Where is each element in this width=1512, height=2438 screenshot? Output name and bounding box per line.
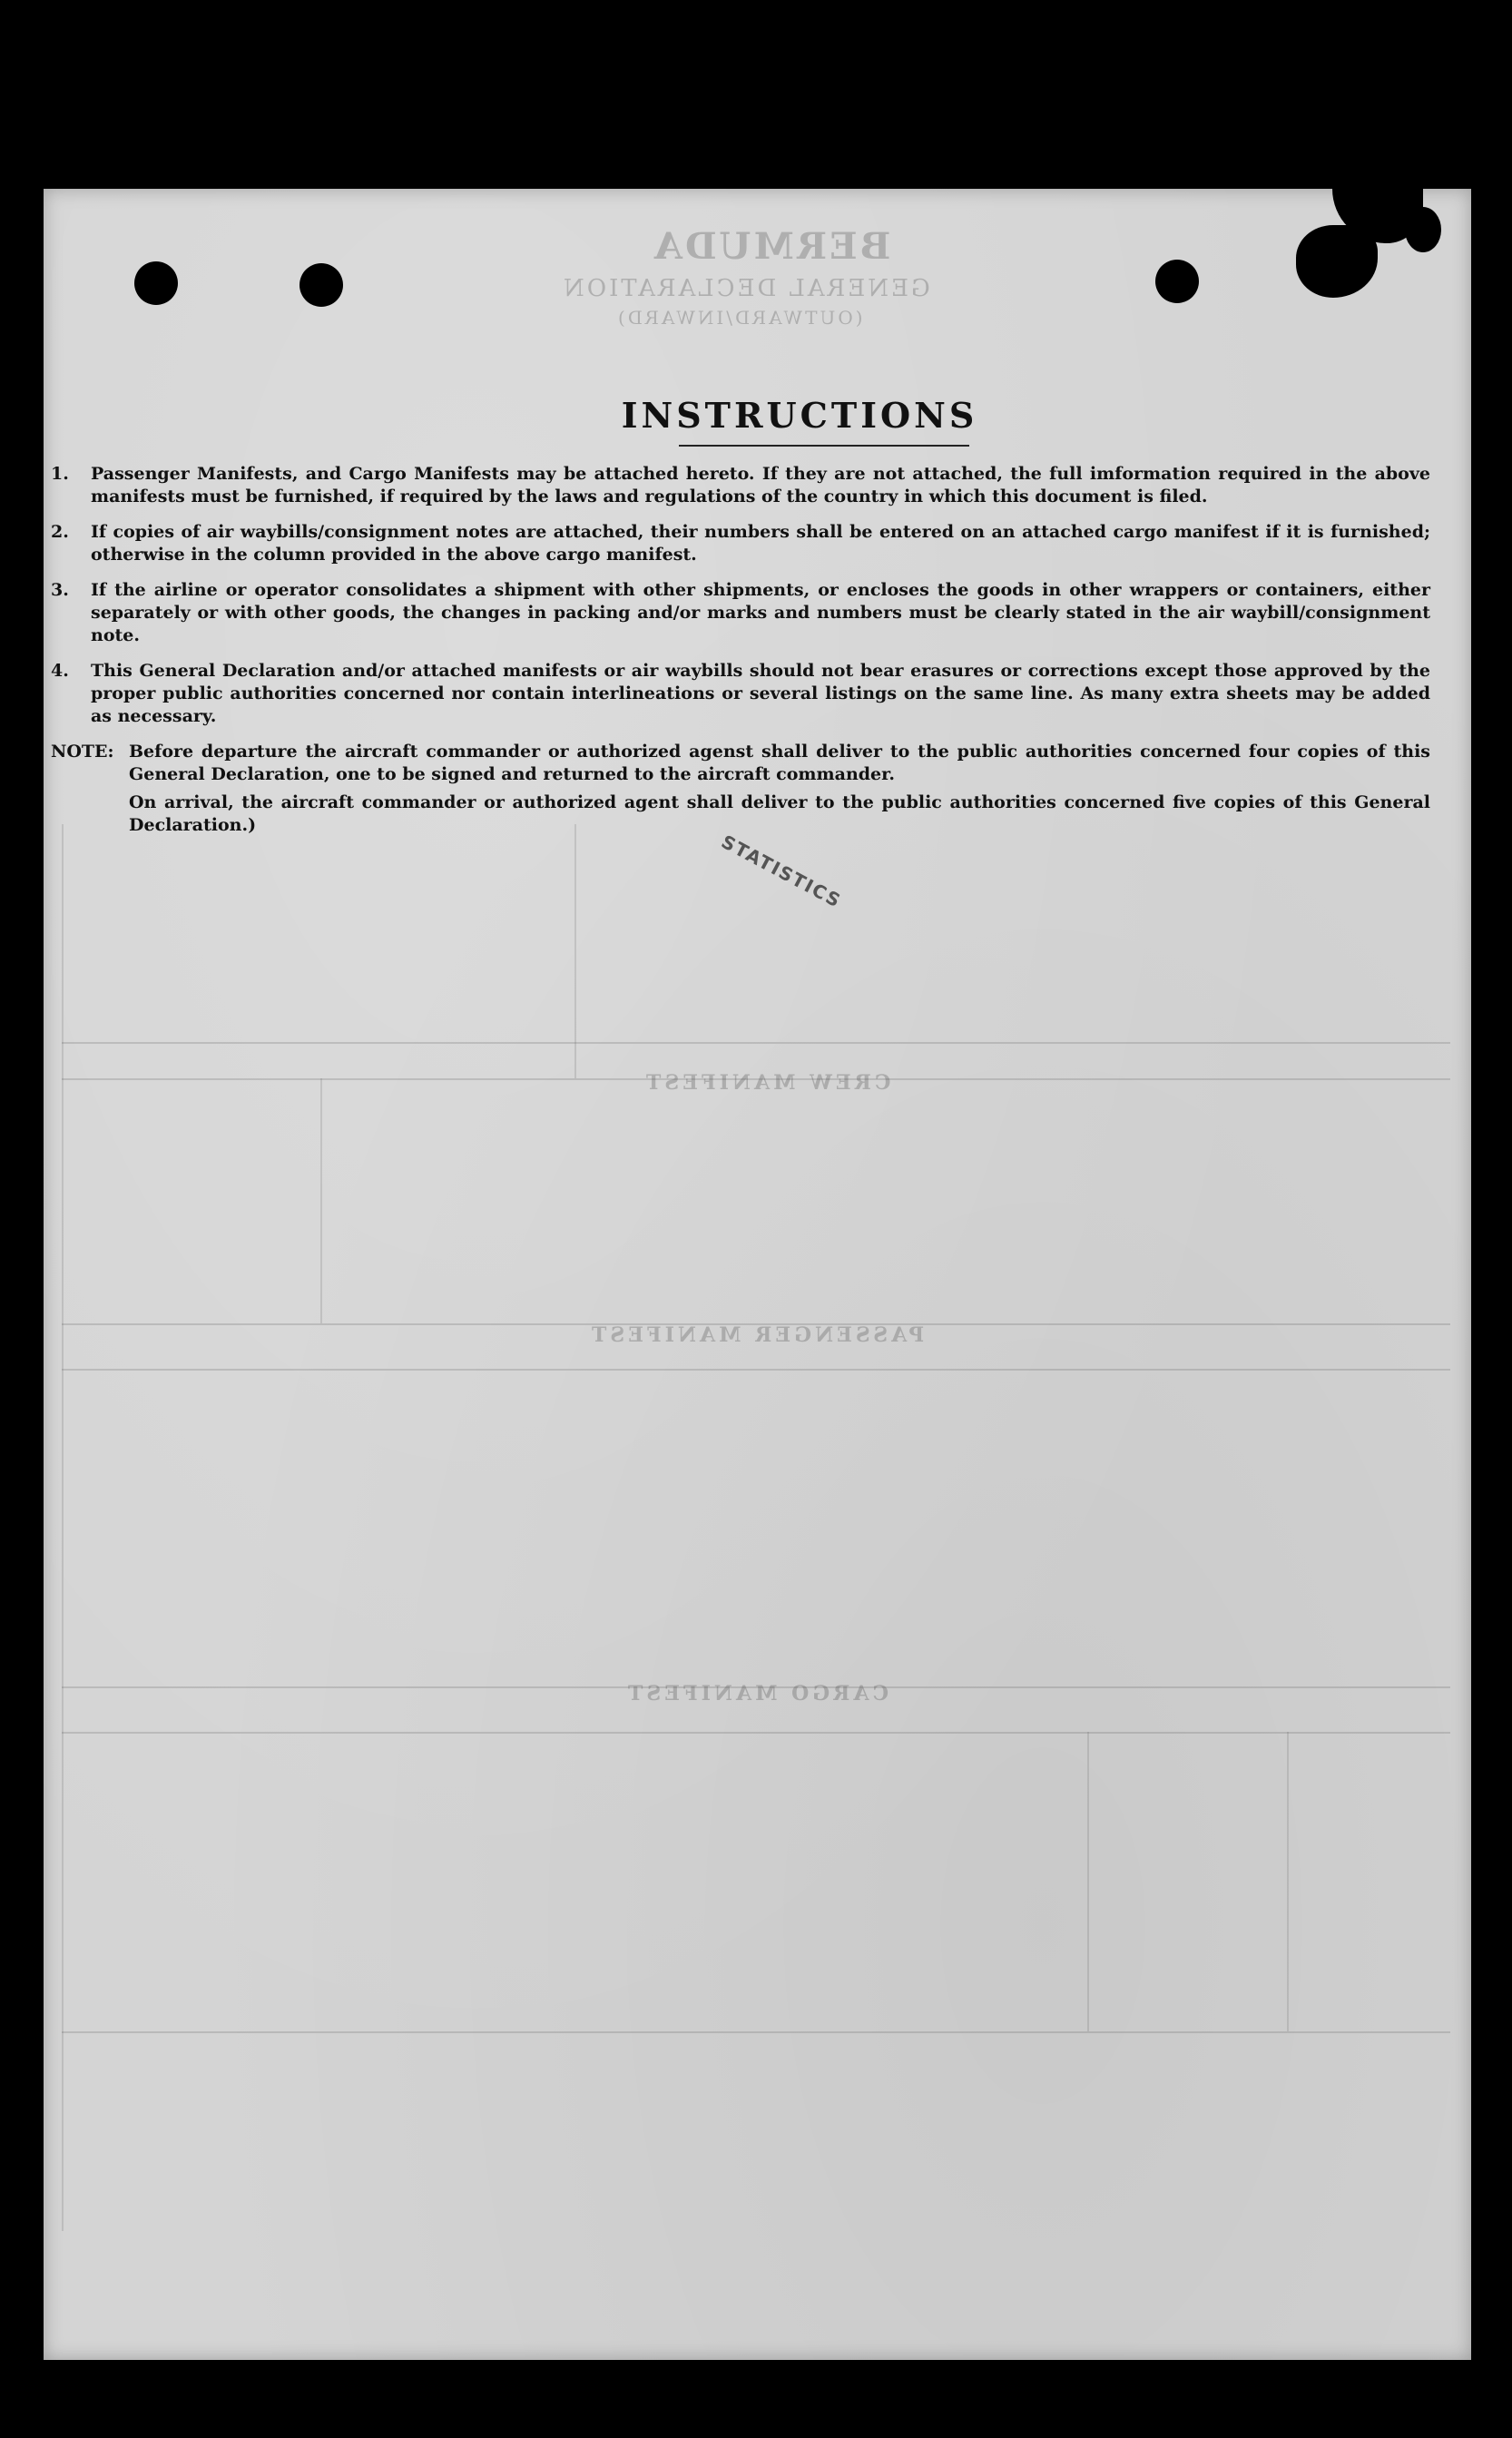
note-label: NOTE: [51, 742, 114, 762]
note-paragraph-1: Before departure the aircraft commander or authorized agenst shall deliver to the public authorities concerned four copies of this General Declaration, one to be signed and returned to the aircraft commander. [129, 742, 1430, 784]
show-through-subtitle-2: (OUTWARD/INWARD) [615, 307, 863, 329]
punch-hole-left-1 [134, 261, 178, 305]
show-through-vrule [320, 1078, 322, 1323]
show-through-subtitle: GENERAL DECLARATION [561, 275, 930, 302]
instruction-text: If copies of air waybills/consignment notes are attached, their numbers shall be entered on an attached cargo manifest if it is furnished; otherwise in the column provided in the above cargo manifest. [91, 522, 1430, 565]
show-through-crew-heading: CREW MANIFEST [643, 1071, 891, 1095]
instruction-item [51, 660, 1430, 728]
instruction-text: This General Declaration and/or attached manifests or air waybills should not bear erasures or corrections except those approved by the proper public authorities concerned nor contain interlineations or several listings on the same line. As many extra sheets may be added as necessary. [91, 661, 1430, 726]
show-through-title: BERMUDA [652, 225, 891, 268]
statistics-stamp: STATISTICS [717, 831, 846, 912]
punch-hole-right [1155, 260, 1199, 303]
show-through-cargo-heading: CARGO MANIFEST [624, 1682, 889, 1706]
torn-edge [1296, 225, 1378, 298]
title-underline [679, 445, 969, 447]
show-through-vrule [62, 824, 64, 2231]
show-through-rule [62, 1042, 1450, 1044]
instruction-item [51, 521, 1430, 566]
instructions-list [51, 463, 1430, 728]
punch-hole-left-2 [299, 263, 343, 307]
note-paragraph-2: On arrival, the aircraft commander or authorized agent shall deliver to the public authorities concerned five copies of this General Declaration.) [129, 792, 1430, 835]
show-through-vrule [574, 824, 576, 1078]
show-through-rule [62, 2031, 1450, 2033]
instruction-number: 3. [51, 580, 69, 600]
instructions-section [51, 395, 1430, 837]
show-through-vrule [1287, 1732, 1289, 2031]
instruction-text: Passenger Manifests, and Cargo Manifests may be attached hereto. If they are not attached, the full imformation required in the above manifests must be furnished, if required by the laws and regulations of the country in which this document is filed. [91, 464, 1430, 506]
instruction-text: If the airline or operator consolidates a shipment with other shipments, or encloses the goods in other wrappers or containers, either separately or with other goods, the changes in packing and/or marks and numbers must be clearly stated in the air waybill/consignment note. [91, 580, 1430, 645]
instruction-number: 2. [51, 522, 69, 542]
instruction-item [51, 579, 1430, 647]
instructions-title: INSTRUCTIONS [621, 395, 978, 436]
torn-edge-2 [1405, 207, 1441, 252]
note-block [51, 741, 1430, 837]
instruction-number: 4. [51, 661, 69, 681]
show-through-rule [62, 1732, 1450, 1734]
instruction-number: 1. [51, 464, 69, 484]
show-through-passenger-heading: PASSENGER MANIFEST [588, 1323, 925, 1347]
instruction-item [51, 463, 1430, 508]
show-through-vrule [1087, 1732, 1089, 2031]
show-through-rule [62, 1369, 1450, 1371]
